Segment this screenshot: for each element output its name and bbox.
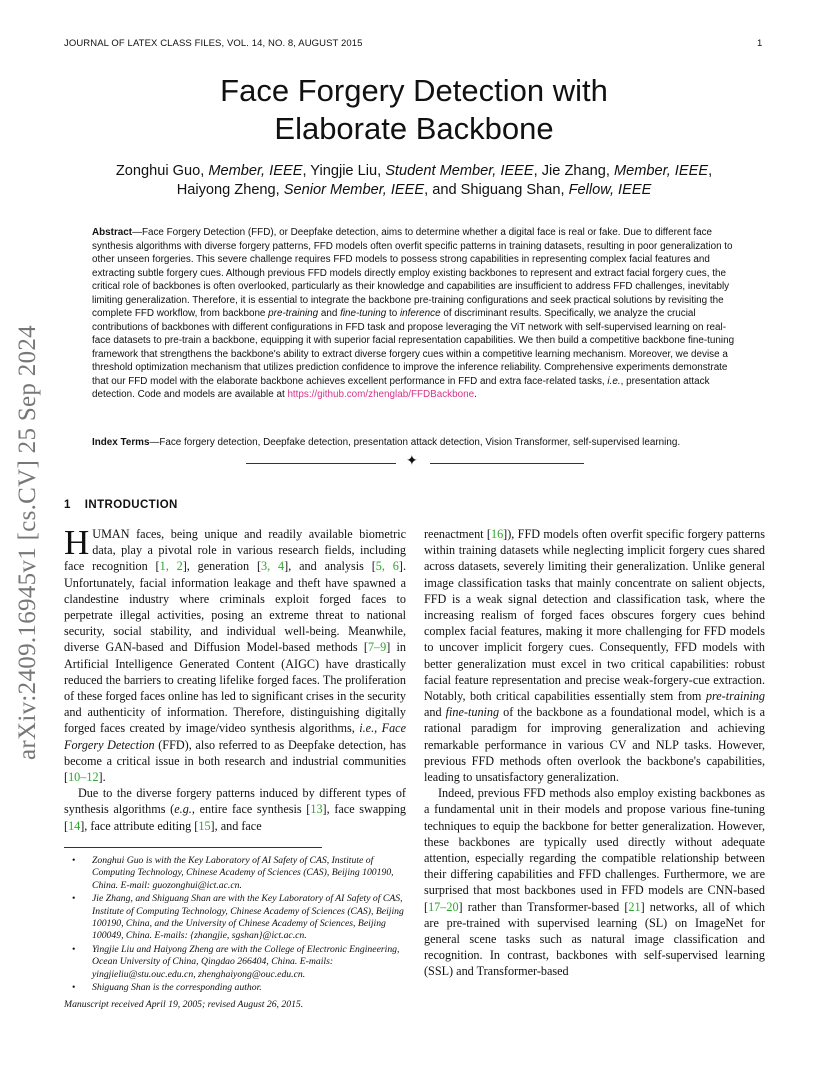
- emph: Face Forgery Detection: [64, 721, 406, 752]
- footnote-rule: [64, 847, 322, 848]
- text: ], and face: [210, 818, 262, 833]
- footnote-item: • Yingjie Liu and Haiyong Zheng are with the College of Electronic Engineering, Ocean University of China, Qingdao 266404, China. E-mails: yingjieliu@stu.ouc.edu.cn, zhenghaiyong@ouc.edu.cn.: [78, 944, 406, 981]
- title-line-2: Elaborate Backbone: [274, 111, 554, 146]
- paragraph: [64, 785, 406, 834]
- author-name: Haiyong Zheng,: [176, 182, 280, 198]
- citation-link[interactable]: 21: [628, 899, 641, 914]
- text: ] rather than Transformer-based [: [458, 899, 629, 914]
- text: of the backbone as a foundational model, which is a rational paradigm for improving generalization and achieving remarkable performance in various CV and NLP tasks. However, previous FFD methods often overlook the backbone's capabilities, leading to unsatisfactory generalization.: [424, 705, 765, 785]
- text: ,: [374, 721, 382, 736]
- author-role: Member, IEEE: [613, 163, 709, 179]
- abstract-emph: pre-training: [268, 308, 319, 319]
- abstract-text: to: [386, 308, 400, 319]
- author-name: Zonghui Guo,: [115, 163, 205, 179]
- citation-link[interactable]: 16: [490, 527, 504, 541]
- text: reenactment [: [424, 527, 491, 541]
- footnote-item: • Jie Zhang, and Shiguang Shan are with the Key Laboratory of AI Safety of CAS, Institute of Computing Technology, Chinese Academy of Sciences (CAS), Beijing 100190, China, and the University of Chinese Academy of Sciences, Beijing 100049, China. E-mails: {zhangjie, sgshan}@ict.ac.cn.: [78, 893, 406, 943]
- citation-link[interactable]: 13: [310, 802, 323, 817]
- text: , entire face synthesis [: [191, 802, 311, 817]
- footnote-item: • Zonghui Guo is with the Key Laboratory of AI Safety of CAS, Institute of Computing Technology, Chinese Academy of Sciences (CAS), Beijing 100190, China. E-mail: guozonghui@ict.ac.cn.: [78, 855, 406, 892]
- abstract-text: , presentation attack detection. Code and models are available at: [92, 375, 710, 400]
- page-number: 1: [757, 38, 763, 49]
- running-header: JOURNAL OF LATEX CLASS FILES, VOL. 14, NO. 8, AUGUST 2015: [64, 38, 363, 49]
- author-role: Fellow, IEEE: [568, 182, 652, 198]
- abstract: [92, 226, 740, 402]
- abstract-text: —Face Forgery Detection (FFD), or Deepfake detection, aims to determine whether a digital face is real or fake. Due to different face synthesis algorithms with diverse forgery patterns, FFD models often overfit specific patterns in training datasets, resulting in poor generalization to other unseen forgeries. This severe challenge requires FFD models to possess strong capabilities in representing complex facial features and extracting subtle forgery cues. Although previous FFD models directly employ existing backbones to represent and extract facial forgery cues, the critical role of backbones is often overlooked, particularly as their knowledge and capabilities are insufficient to address FFD challenges, inevitably limiting generalization. Therefore, it is essential to integrate the backbone pre-training configurations and seek practical solutions by revisiting the complete FFD workflow, from backbone: [92, 227, 733, 319]
- author-role: Student Member, IEEE: [385, 163, 534, 179]
- citation-link[interactable]: 10–12: [68, 770, 99, 785]
- text: Indeed, previous FFD methods also employ existing backbones as a fundamental unit in their models and propose various fine-tuning techniques to equip the backbone for better generalization. However, these backbones are typically used directly without adequate attention, especially regarding the compatible relationship between their differing capabilities and FFD challenges. Furthermore, we are surprised that most backbones used in FFD models are CNN-based [: [424, 786, 765, 914]
- paragraph: [424, 785, 765, 979]
- abstract-emph: i.e.: [607, 375, 621, 387]
- column-left: [64, 523, 407, 834]
- arxiv-stamp: arXiv:2409.16945v1 [cs.CV] 25 Sep 2024: [14, 325, 41, 760]
- title-line-1: Face Forgery Detection with: [220, 73, 608, 108]
- text: (FFD), also referred to as Deepfake detection, has become a critical issue in both research and industrial communities [: [64, 737, 406, 785]
- author-name: , Yingjie Liu,: [302, 163, 382, 179]
- section-number: 1: [64, 499, 71, 511]
- text: ] networks, all of which are pre-trained with supervised learning (SL) on ImageNet for general scene tasks such as natural image classification and recognition. In contrast, backbones with self-supervised learning (SSL) and Transformer-based: [424, 899, 765, 979]
- abstract-text: .: [474, 389, 477, 400]
- text: ]), FFD models often overfit specific forgery patterns within training datasets while neglecting implicit forgery cues shared across datasets, severely limiting their generalization. Unlike general image classification tasks that mainly concentrate on salient objects, FFD is a weak signal detection and classification task, where the increasing realism of forged faces obscures forgery cues behind complex facial features, making it more challenging for FFD models to uncover implicit forgery cues. Consequently, FFD models with better generalization must excel in two critical capabilities: robust facial feature representation and precise weak-forgery-cue extraction. Notably, both critical capabilities essentially stem from: [424, 527, 765, 704]
- abstract-text: and: [318, 308, 341, 319]
- code-link[interactable]: https://github.com/zhenglab/FFDBackbone: [287, 389, 475, 400]
- author-role: Senior Member, IEEE: [283, 182, 425, 198]
- author-role: Member, IEEE: [208, 163, 303, 179]
- column-right: [424, 526, 765, 980]
- index-terms: [92, 436, 740, 450]
- citation-link[interactable]: 5, 6: [375, 559, 399, 574]
- author-name: , Jie Zhang,: [533, 163, 610, 179]
- author-sep: ,: [708, 163, 713, 179]
- citation-link[interactable]: 1, 2: [159, 559, 183, 574]
- text: UMAN faces, being unique and readily available biometric data, play a pivotal role in various research fields, including face recognition [: [64, 527, 406, 574]
- author-line-2: [0, 181, 828, 200]
- index-terms-label: Index Terms: [92, 437, 150, 448]
- citation-link[interactable]: 17–20: [428, 899, 459, 914]
- abstract-emph: inference: [399, 308, 441, 319]
- paragraph: [424, 526, 765, 785]
- separator-star-icon: ✦: [406, 454, 418, 469]
- author-name: , and Shiguang Shan,: [424, 182, 565, 198]
- index-terms-text: —Face forgery detection, Deepfake detection, presentation attack detection, Vision Transformer, self-supervised learning.: [149, 437, 681, 448]
- emph: fine-tuning: [445, 705, 500, 720]
- citation-link[interactable]: 3, 4: [261, 559, 285, 574]
- emph: pre-training: [705, 689, 765, 704]
- citation-link[interactable]: 7–9: [367, 640, 387, 655]
- separator-line-right: [430, 463, 584, 464]
- drop-cap: H: [64, 523, 90, 562]
- citation-link[interactable]: 14: [68, 818, 81, 833]
- abstract-label: Abstract: [92, 227, 133, 238]
- author-line-1: [0, 162, 828, 181]
- paper-title: [0, 72, 828, 148]
- text: and: [424, 705, 446, 720]
- abstract-text: of discriminant results. Specifically, we analyze the crucial contributions of backbones with different configurations in FFD task and propose leveraging the ViT network with self-supervised learning on real-face datasets to pre-train a backbone, equipping it with superior facial representation capabilities. We then build a competitive backbone fine-tuning framework that strengthens the backbone's ability to extract diverse forgery cues within a competitive learning mechanism. Moreover, we devise a threshold optimization mechanism that utilizes prediction confidence to improve the inference reliability. Comprehensive experiments demonstrate that our FFD model with the elaborate backbone achieves excellent performance in FFD and extra face-related tasks,: [92, 308, 735, 387]
- paragraph: [64, 523, 407, 785]
- text: ], face swapping [: [64, 802, 406, 833]
- abstract-emph: fine-tuning: [340, 308, 387, 319]
- text: Due to the diverse forgery patterns induced by different types of synthesis algorithms (: [64, 786, 406, 817]
- section-title: INTRODUCTION: [84, 499, 178, 511]
- footnotes: [64, 855, 406, 1012]
- text: ].: [98, 770, 106, 785]
- citation-link[interactable]: 15: [198, 818, 211, 833]
- separator-line-left: [246, 463, 396, 464]
- text: ], face attribute editing [: [80, 818, 199, 833]
- manuscript-note: Manuscript received April 19, 2005; revised August 26, 2015.: [64, 999, 304, 1011]
- footnote-item: • Shiguang Shan is the corresponding author.: [78, 982, 406, 994]
- author-list: [0, 162, 828, 200]
- text: ] in Artificial Intelligence Generated Content (AIGC) have drastically reduced the barriers to creating lifelike forged faces. The proliferation of these forged faces online has led to significant crises in the security and authenticity of information. Therefore, distinguishing digitally forged faces created by image/video synthesis algorithms,: [64, 640, 406, 736]
- emph: i.e.: [359, 721, 375, 736]
- text: ], generation [: [182, 559, 262, 574]
- text: ], and analysis [: [284, 559, 376, 574]
- text: ]. Unfortunately, facial information leakage and theft have spawned a clandestine industry where criminals exploit forged faces to perpetrate illegal activities, posing an extreme threat to national security, social stability, and individual well-being. Meanwhile, diverse GAN-based and Diffusion Model-based methods [: [64, 559, 407, 655]
- section-heading: [64, 499, 178, 511]
- emph: e.g.: [174, 802, 192, 817]
